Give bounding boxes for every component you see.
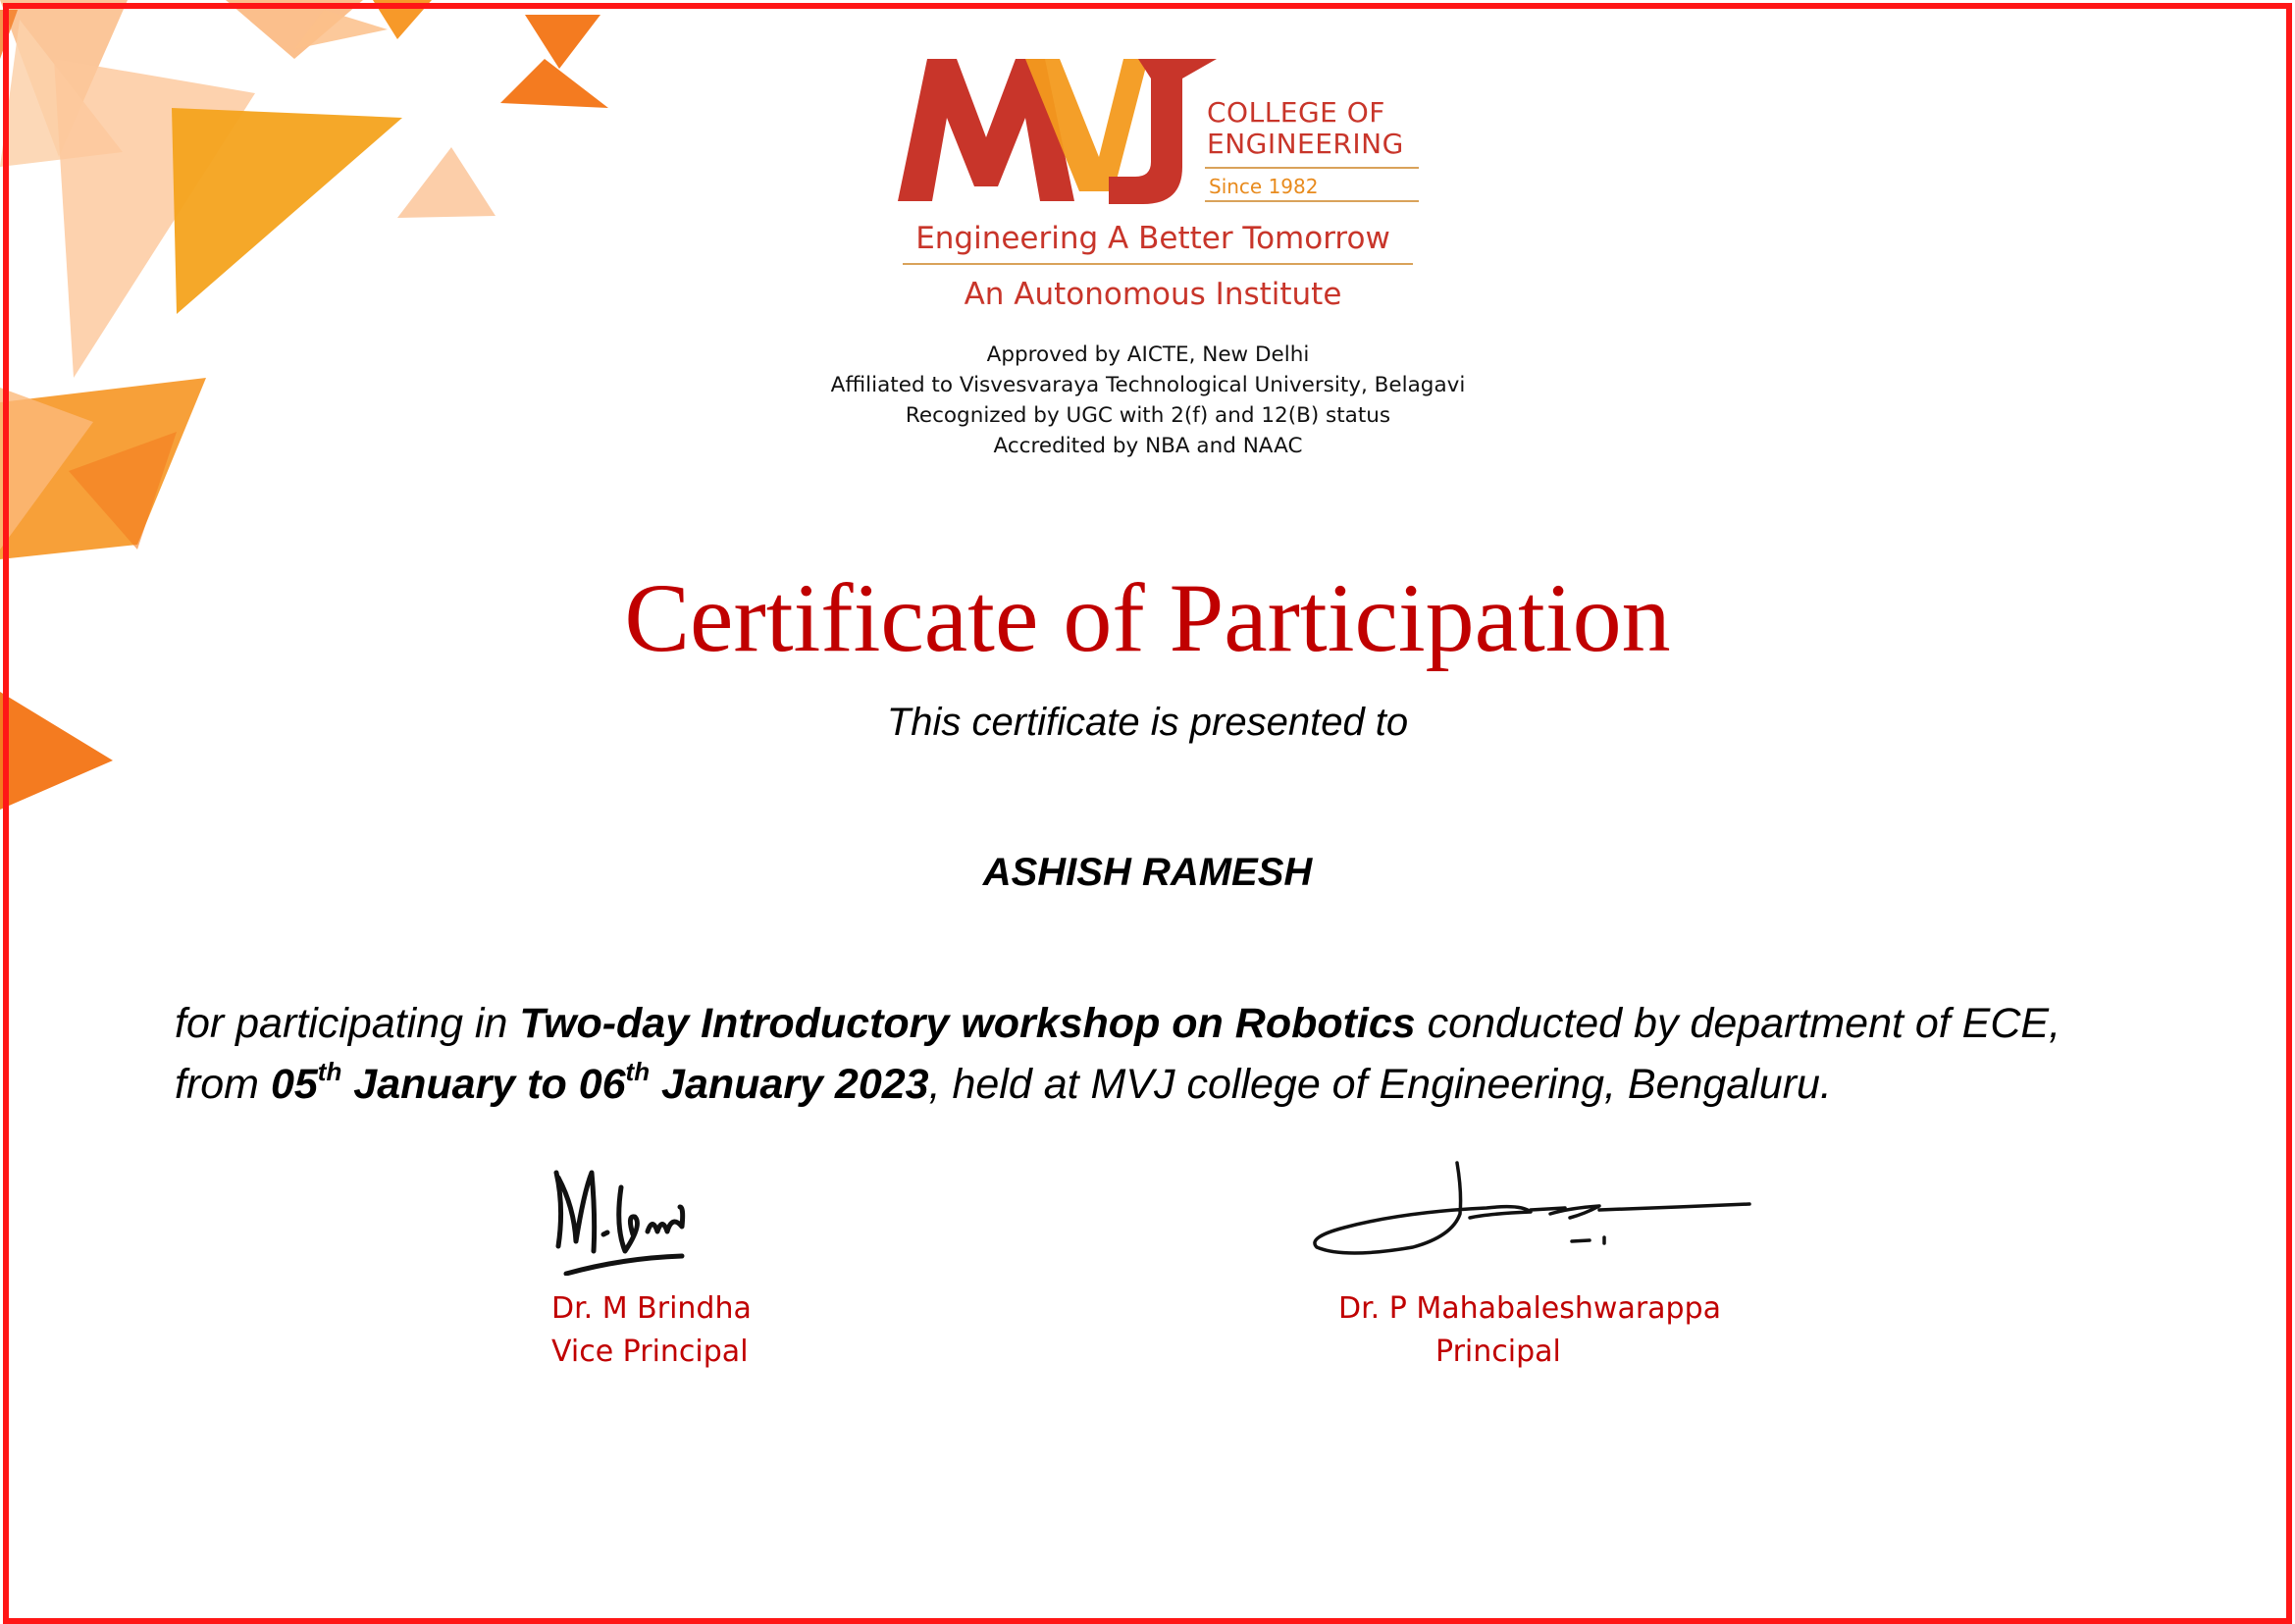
event-dates [270, 1057, 929, 1108]
date-text: January to [341, 1061, 579, 1108]
logo-divider [903, 263, 1413, 265]
tagline: Engineering A Better Tomorrow [915, 221, 1390, 256]
deco-triangle [397, 147, 496, 218]
body-text-segment: , held at MVJ college of Engineering, Bengaluru. [928, 1061, 1832, 1108]
body-line-1 [175, 993, 2176, 1054]
body-text-segment: for participating in [175, 1000, 520, 1047]
status-row [873, 277, 1433, 312]
body-text-segment: conducted by department of ECE, [1415, 1000, 2061, 1047]
logo-divider [1205, 200, 1419, 202]
tagline-row [873, 221, 1433, 256]
signatory-name: Dr. M Brindha [551, 1291, 752, 1326]
ordinal-suffix: th [625, 1057, 651, 1086]
deco-triangle [373, 0, 432, 39]
signatory-name: Dr. P Mahabaleshwarappa [1338, 1291, 1722, 1326]
deco-triangle [172, 108, 402, 314]
principal-signature [1305, 1153, 1756, 1276]
accreditation-line: Accredited by NBA and NAAC [993, 434, 1303, 458]
college-logo [873, 20, 1462, 343]
signatory-title: Vice Principal [551, 1335, 749, 1369]
date-text: January 2023 [650, 1061, 929, 1108]
vice-principal-signature [545, 1148, 790, 1276]
accreditation-line: Affiliated to Visvesvaraya Technological University, Belagavi [830, 373, 1466, 397]
signatory-title: Principal [1435, 1335, 1561, 1369]
end-day: 06 [578, 1061, 626, 1108]
accreditation-line: Recognized by UGC with 2(f) and 12(B) status [905, 403, 1391, 428]
body-text-segment: from [175, 1061, 271, 1108]
certificate-body [175, 993, 2176, 1115]
logo-divider [1205, 167, 1419, 169]
recipient-name: ASHISH RAMESH [982, 851, 1313, 894]
college-name-line1: COLLEGE OF [1207, 96, 1385, 129]
start-day: 05 [270, 1061, 318, 1108]
presented-to-line: This certificate is presented to [886, 701, 1409, 744]
since-year: Since 1982 [1209, 175, 1319, 198]
ordinal-suffix: th [317, 1057, 342, 1086]
mvj-logo-mark [888, 20, 1222, 206]
college-name-line2: ENGINEERING [1207, 128, 1404, 160]
body-line-2 [175, 1054, 2176, 1115]
deco-triangle [500, 59, 608, 108]
autonomous-status: An Autonomous Institute [964, 277, 1342, 312]
event-name: Two-day Introductory workshop on Robotics [519, 1000, 1416, 1047]
deco-triangle [525, 15, 600, 69]
certificate-title: Certificate of Participation [624, 563, 1671, 672]
accreditation-block [706, 340, 1590, 461]
accreditation-line: Approved by AICTE, New Delhi [986, 342, 1310, 367]
